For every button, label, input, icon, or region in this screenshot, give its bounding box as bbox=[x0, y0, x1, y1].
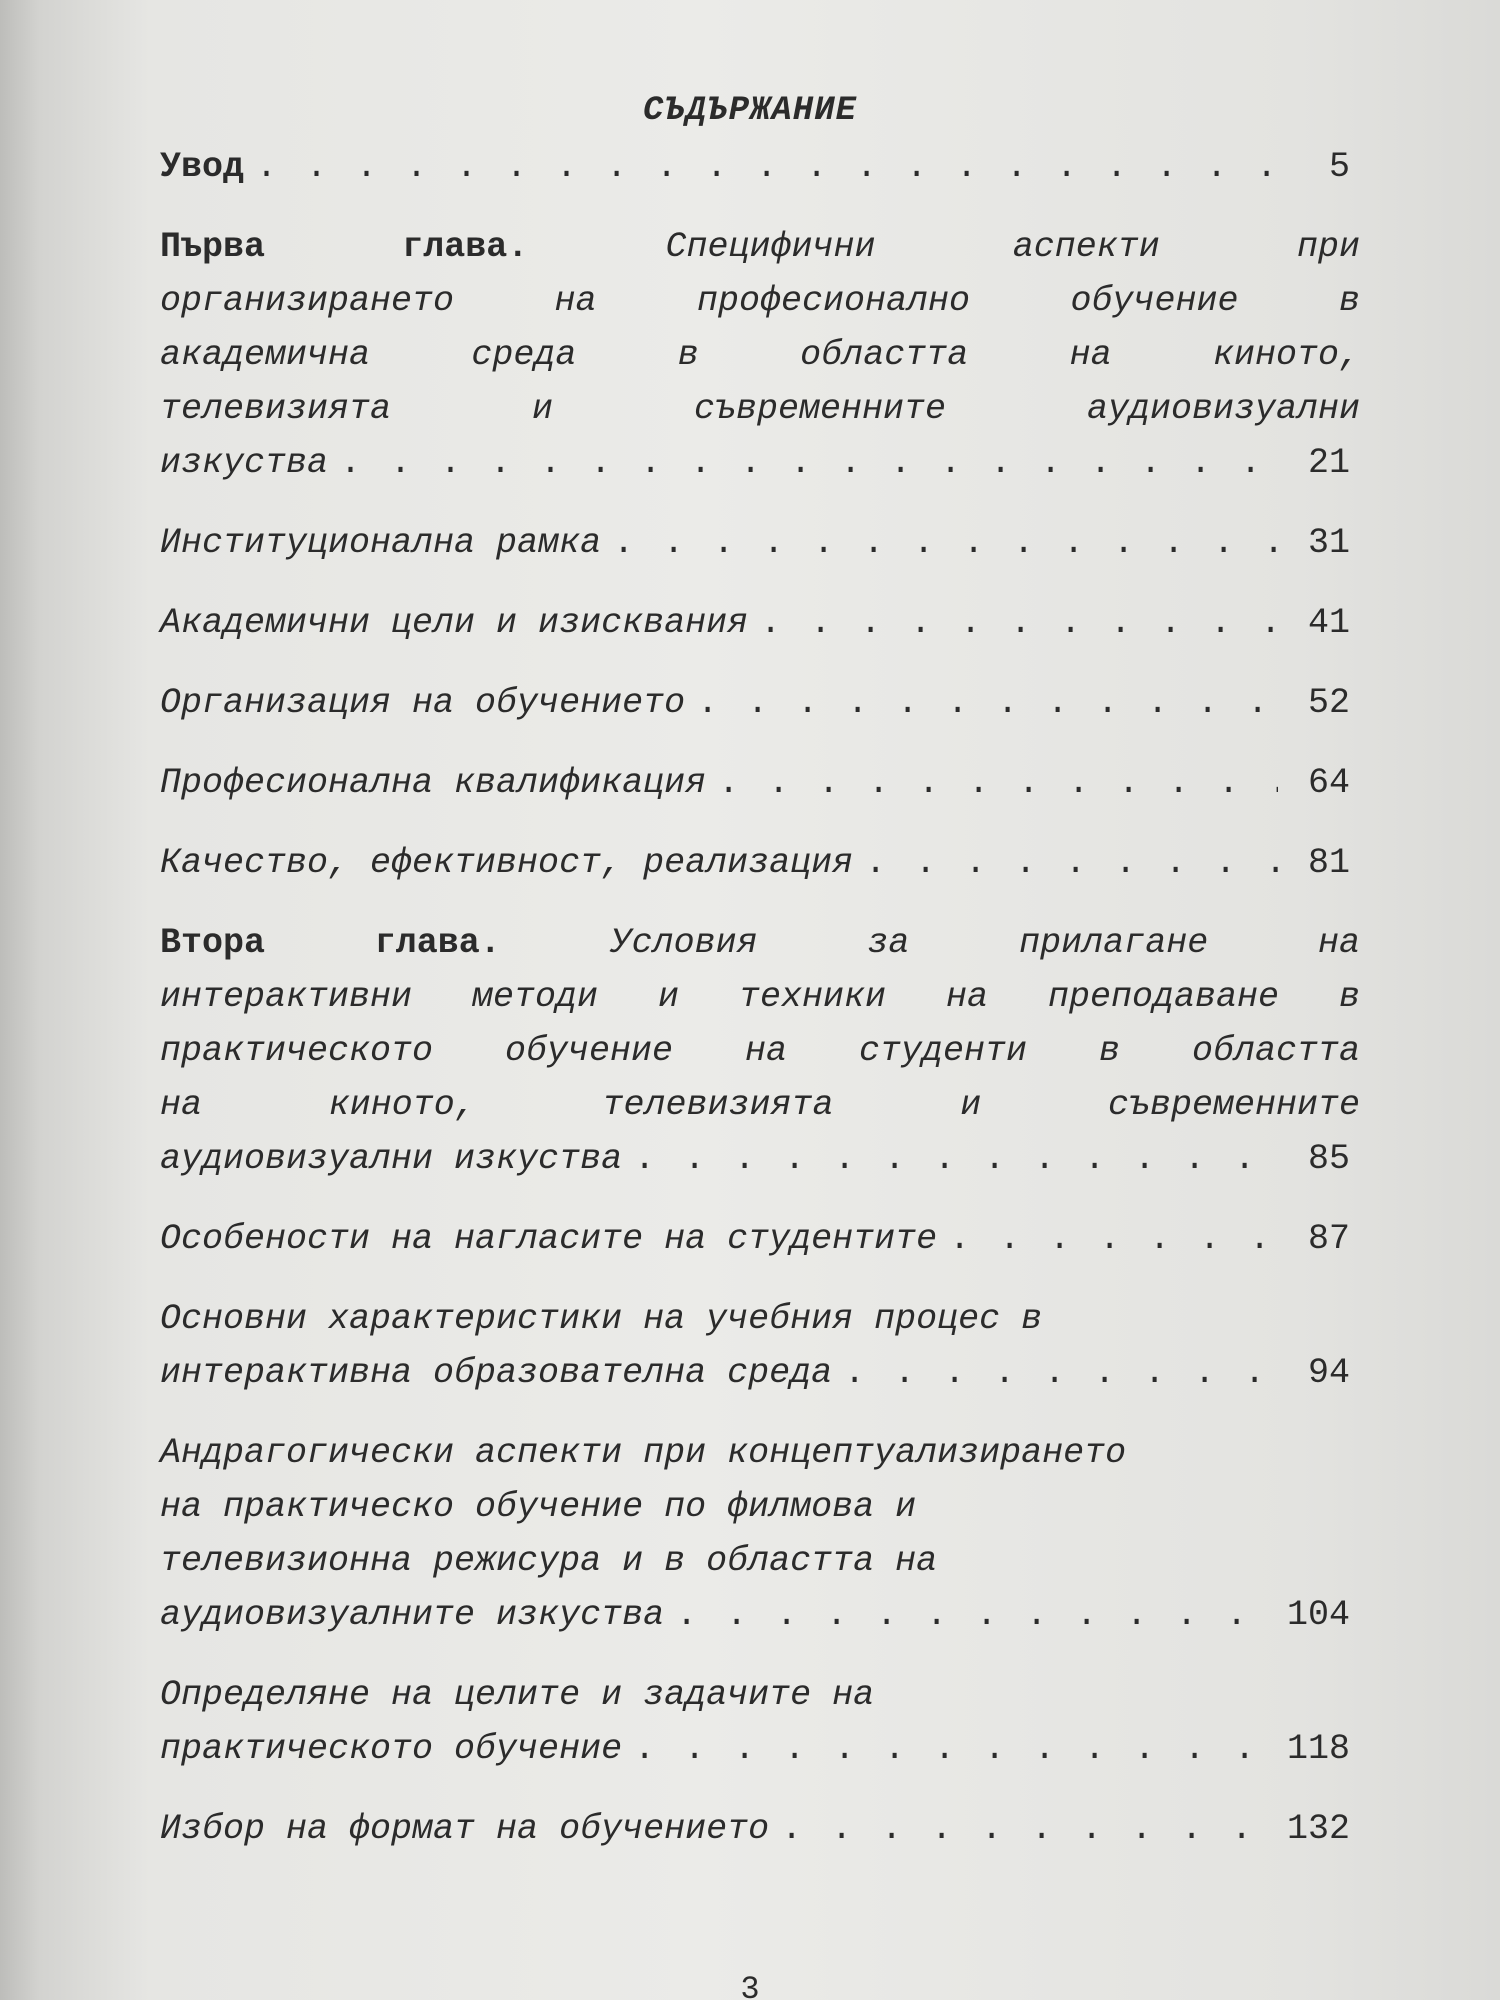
toc-entry-title: Институционална рамка bbox=[160, 523, 602, 563]
toc-entry-text: Основни характеристики на учебния процес в bbox=[160, 1299, 1043, 1339]
toc-entry-title: Избор на формат на обучението bbox=[160, 1809, 770, 1849]
toc-entry-text: организирането на професионално обучение в bbox=[160, 281, 1360, 321]
toc-line bbox=[160, 1480, 1360, 1534]
toc-entry-chapter-2 bbox=[160, 916, 1360, 1186]
toc-entry bbox=[160, 756, 1360, 810]
toc-line bbox=[160, 1292, 1360, 1346]
toc-entry-title: Организация на обучението bbox=[160, 683, 686, 723]
toc-entry bbox=[160, 516, 1360, 570]
toc-entry bbox=[160, 1668, 1360, 1776]
toc-entry-title: Особености на нагласите на студентите bbox=[160, 1219, 938, 1259]
toc-line bbox=[160, 274, 1360, 328]
toc-page-number: 81 bbox=[1307, 843, 1350, 883]
toc-page-number: 64 bbox=[1307, 763, 1350, 803]
toc-page-number: 132 bbox=[1286, 1809, 1350, 1849]
toc-entry bbox=[160, 1426, 1360, 1642]
toc-line bbox=[160, 1722, 1360, 1776]
toc-entry-title: изкуства bbox=[160, 443, 329, 483]
toc-heading: СЪДЪРЖАНИЕ bbox=[642, 92, 858, 130]
toc-line bbox=[160, 1668, 1360, 1722]
toc-line bbox=[160, 220, 1360, 274]
toc-entry-title: аудиовизуални изкуства bbox=[160, 1139, 623, 1179]
toc-line bbox=[160, 1802, 1360, 1856]
toc-line bbox=[160, 1426, 1360, 1480]
toc-entry-title: практическото обучение bbox=[160, 1729, 623, 1769]
leader-dots bbox=[634, 1132, 1278, 1186]
leader-dots bbox=[697, 676, 1278, 730]
toc-entry bbox=[160, 1802, 1360, 1856]
toc-line bbox=[160, 1132, 1360, 1186]
toc-entry-text: на практическо обучение по филмова и bbox=[160, 1487, 917, 1527]
toc-line bbox=[160, 1024, 1360, 1078]
toc-page-number: 94 bbox=[1307, 1353, 1350, 1393]
leader-dots bbox=[634, 1722, 1275, 1776]
toc-entry-text: телевизията и съвременните аудиовизуални bbox=[160, 389, 1360, 429]
toc-line bbox=[160, 436, 1360, 490]
toc-page-number: 104 bbox=[1286, 1595, 1350, 1635]
toc-line bbox=[160, 140, 1360, 194]
leader-dots bbox=[949, 1212, 1278, 1266]
leader-dots bbox=[865, 836, 1278, 890]
toc-entry-text: на киното, телевизията и съвременните bbox=[160, 1085, 1360, 1125]
chapter-label: Втора глава. bbox=[160, 923, 501, 963]
toc-entry-text: академична среда в областта на киното, bbox=[160, 335, 1360, 375]
chapter-label: Първа глава. bbox=[160, 227, 529, 267]
leader-dots bbox=[256, 140, 1278, 194]
toc-line bbox=[160, 382, 1360, 436]
toc-line bbox=[160, 756, 1360, 810]
toc-entry bbox=[160, 596, 1360, 650]
toc-line bbox=[160, 328, 1360, 382]
toc-line bbox=[160, 916, 1360, 970]
toc-page-number: 21 bbox=[1307, 443, 1350, 483]
leader-dots bbox=[718, 756, 1278, 810]
leader-dots bbox=[613, 516, 1278, 570]
toc-line bbox=[160, 676, 1360, 730]
toc-entry bbox=[160, 1292, 1360, 1400]
leader-dots bbox=[760, 596, 1278, 650]
toc-page-number: 5 bbox=[1328, 147, 1350, 187]
toc-entry-title: интерактивна образователна среда bbox=[160, 1353, 833, 1393]
toc-entry-text: Специфични аспекти при bbox=[665, 227, 1360, 267]
toc-entry bbox=[160, 836, 1360, 890]
toc-entry-text: практическото обучение на студенти в областта bbox=[160, 1031, 1360, 1071]
toc-line bbox=[160, 836, 1360, 890]
toc-page-number: 31 bbox=[1307, 523, 1350, 563]
leader-dots bbox=[340, 436, 1278, 490]
toc-entry-text: Условия за прилагане на bbox=[610, 923, 1360, 963]
table-of-contents bbox=[160, 140, 1360, 1856]
toc-entry-text: интерактивни методи и техники на преподаване в bbox=[160, 977, 1360, 1017]
page-number-footer: 3 bbox=[740, 1971, 760, 2000]
toc-entry-chapter-1 bbox=[160, 220, 1360, 490]
toc-line bbox=[160, 596, 1360, 650]
toc-entry-text: телевизионна режисура и в областта на bbox=[160, 1541, 938, 1581]
toc-entry bbox=[160, 676, 1360, 730]
leader-dots bbox=[676, 1588, 1275, 1642]
toc-entry bbox=[160, 1212, 1360, 1266]
toc-line bbox=[160, 1534, 1360, 1588]
toc-page-number: 52 bbox=[1307, 683, 1350, 723]
toc-page-number: 85 bbox=[1307, 1139, 1350, 1179]
toc-line bbox=[160, 1078, 1360, 1132]
toc-line bbox=[160, 1212, 1360, 1266]
toc-entry-title: Качество, ефективност, реализация bbox=[160, 843, 854, 883]
toc-entry-title: аудиовизуалните изкуства bbox=[160, 1595, 665, 1635]
toc-page-number: 87 bbox=[1307, 1219, 1350, 1259]
toc-entry-title: Професионална квалификация bbox=[160, 763, 707, 803]
toc-entry-intro bbox=[160, 140, 1360, 194]
toc-page-number: 118 bbox=[1286, 1729, 1350, 1769]
toc-line bbox=[160, 1346, 1360, 1400]
toc-line bbox=[160, 1588, 1360, 1642]
leader-dots bbox=[781, 1802, 1275, 1856]
leader-dots bbox=[844, 1346, 1278, 1400]
toc-entry-title: Академични цели и изисквания bbox=[160, 603, 749, 643]
toc-entry-text: Определяне на целите и задачите на bbox=[160, 1675, 875, 1715]
toc-line bbox=[160, 516, 1360, 570]
toc-line bbox=[160, 970, 1360, 1024]
toc-entry-title: Увод bbox=[160, 147, 245, 187]
toc-entry-text: Андрагогически аспекти при концептуализирането bbox=[160, 1433, 1127, 1473]
toc-page-number: 41 bbox=[1307, 603, 1350, 643]
